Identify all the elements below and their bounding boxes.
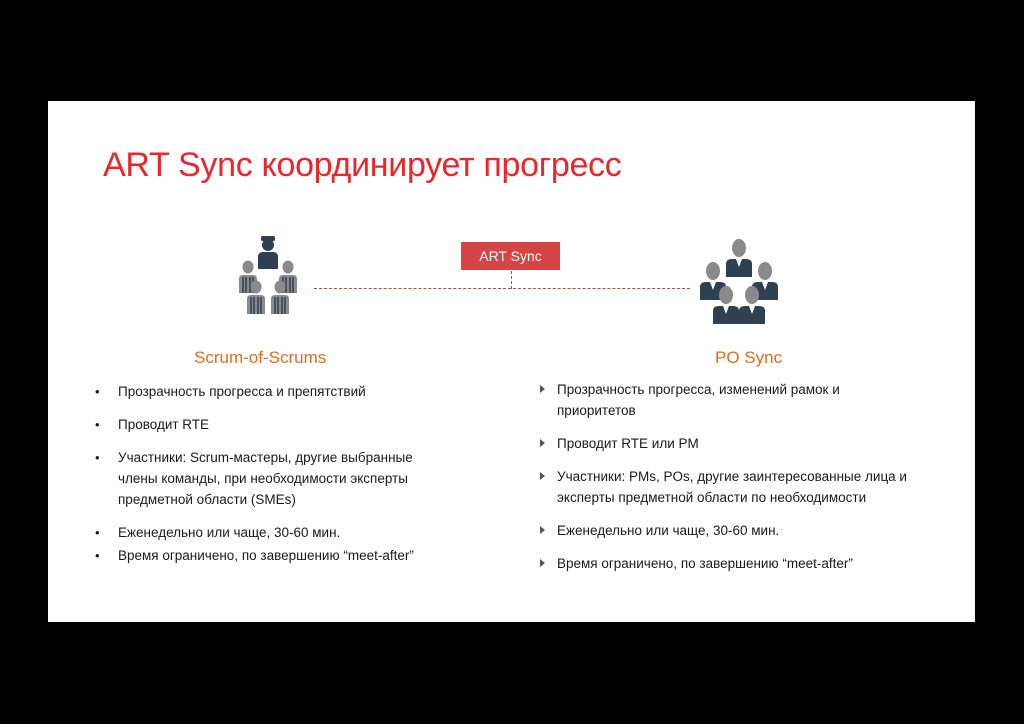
art-sync-badge: ART Sync [461, 242, 560, 270]
product-owners-group-icon [698, 237, 780, 325]
list-item: • Участники: Scrum-мастеры, другие выбранные члены команды, при необходимости эксперты предметной области (SMEs) [95, 447, 448, 510]
connector-line [314, 288, 690, 289]
scrum-team-icon [236, 235, 300, 315]
list-item: Время ограничено, по завершению “meet-after” [535, 553, 935, 574]
list-item: Еженедельно или чаще, 30-60 мин. [535, 520, 935, 541]
slide [48, 101, 975, 622]
scrum-of-scrums-heading: Scrum-of-Scrums [194, 348, 327, 367]
list-item: • Еженедельно или чаще, 30-60 мин. [95, 522, 465, 543]
list-item: Участники: PMs, POs, другие заинтересованные лица и эксперты предметной области по необходимости [535, 466, 935, 508]
list-item: • Прозрачность прогресса и препятствий [95, 381, 465, 402]
list-item: Проводит RTE или PM [535, 433, 935, 454]
slide-title: ART Sync координирует прогресс [103, 146, 622, 184]
list-item: Прозрачность прогресса, изменений рамок и приоритетов [535, 379, 887, 421]
connector-tick [511, 271, 512, 289]
list-item: • Время ограничено, по завершению “meet-after” [95, 545, 465, 566]
po-sync-list [535, 379, 935, 574]
po-sync-heading: PO Sync [715, 348, 783, 367]
scrum-of-scrums-list [95, 381, 465, 566]
list-item: • Проводит RTE [95, 414, 465, 435]
